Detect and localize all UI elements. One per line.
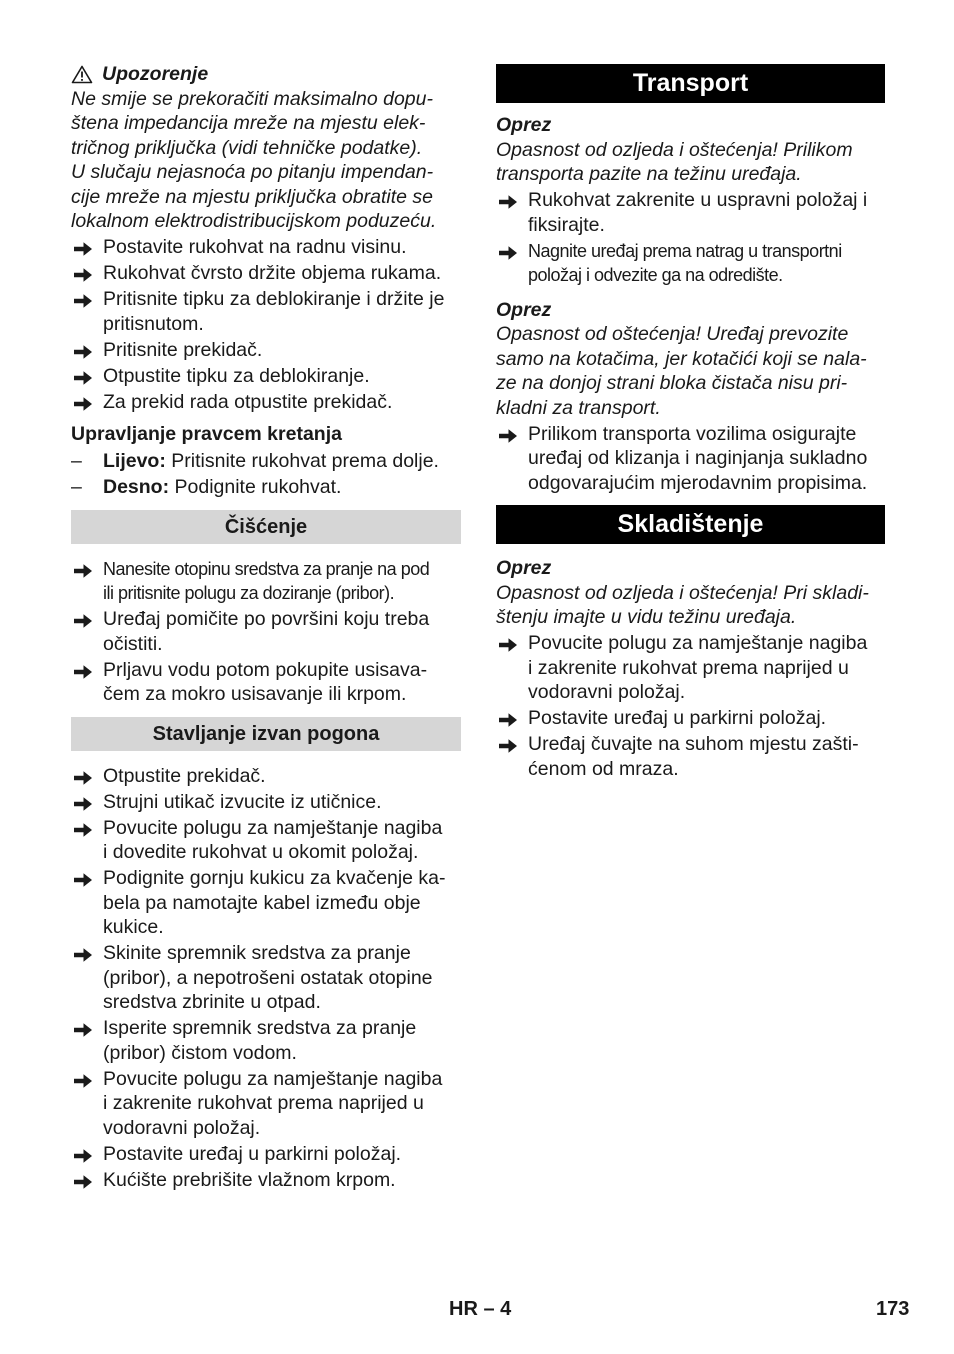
step-item	[71, 1168, 461, 1193]
arrow-right-icon	[73, 870, 93, 886]
operation-steps	[71, 235, 461, 414]
step-item	[71, 287, 461, 336]
warning-triangle-icon	[71, 65, 93, 84]
caution-text	[496, 138, 885, 187]
step-line: Postavite rukohvat na radnu visinu.	[103, 236, 407, 258]
step-item	[71, 364, 461, 389]
cleaning-steps	[71, 557, 461, 707]
step-line: Nanesite otopinu sredstva za pranje na pod	[103, 558, 430, 579]
step-item	[71, 557, 461, 606]
step-line: bela pa namotajte kabel između obje	[103, 891, 421, 914]
arrow-right-icon	[73, 342, 93, 358]
step-line: (pribor) čistom vodom.	[103, 1041, 297, 1064]
warning-title	[71, 62, 461, 87]
section-heading-storage: Skladištenje	[496, 505, 885, 544]
arrow-right-icon	[73, 291, 93, 307]
caution-title: Oprez	[496, 114, 552, 136]
step-item	[496, 631, 885, 705]
step-line: i dovedite rukohvat u okomit položaj.	[103, 841, 419, 863]
left-column	[71, 60, 461, 1192]
step-line: vodoravni položaj.	[103, 1116, 261, 1139]
warning-text	[71, 87, 461, 234]
item-text: Pritisnite rukohvat prema dolje.	[165, 449, 439, 472]
step-line: Povucite polugu za namještanje nagiba	[103, 816, 443, 839]
text-line: Opasnost od ozljeda i oštećenja! Pri skladi-	[496, 581, 869, 604]
step-line: Rukohvat čvrsto držite objema rukama.	[103, 262, 442, 284]
transport-vehicle-steps	[496, 422, 885, 496]
arrow-right-icon	[498, 243, 518, 259]
section-heading-shutdown: Stavljanje izvan pogona	[71, 717, 461, 751]
step-line: Otpustite tipku za deblokiranje.	[103, 364, 370, 387]
arrow-right-icon	[73, 945, 93, 961]
caution-title: Oprez	[496, 298, 552, 321]
text-line: štenju imajte u vidu težinu uređaja.	[496, 606, 797, 628]
footer-section: HR – 4	[449, 1298, 512, 1320]
text-line: štena impedancija mreže na mjestu elek-	[71, 112, 426, 134]
step-item	[71, 1067, 461, 1141]
arrow-right-icon	[73, 611, 93, 627]
step-line: Uređaj pomičite po površini koju treba	[103, 608, 430, 630]
arrow-right-icon	[73, 794, 93, 810]
arrow-right-icon	[73, 239, 93, 255]
caution-text	[496, 581, 885, 630]
step-line: Podignite gornju kukicu za kvačenje ka-	[103, 867, 446, 889]
step-line: Kućište prebrišite vlažnom krpom.	[103, 1168, 396, 1191]
text-line: cije mreže na mjestu priključka obratite se	[71, 185, 433, 208]
arrow-right-icon	[498, 736, 518, 752]
text-line: ze na donjoj strani bloka čistača nisu pri-	[496, 372, 848, 394]
arrow-right-icon	[73, 394, 93, 410]
step-item	[496, 188, 885, 237]
section-heading-cleaning: Čišćenje	[71, 510, 461, 544]
step-line: i zakrenite rukohvat prema naprijed u	[103, 1092, 424, 1114]
step-item	[71, 261, 461, 286]
step-item	[71, 941, 461, 1015]
text-line: Ne smije se prekoračiti maksimalno dopu-	[71, 87, 433, 110]
step-line: uređaj od klizanja i naginjanja sukladno	[528, 447, 868, 469]
caution-text	[496, 322, 885, 420]
step-line: položaj i odvezite ga na odredište.	[528, 265, 783, 285]
step-item	[496, 239, 885, 288]
step-line: čem za mokro usisavanje ili krpom.	[103, 683, 407, 705]
step-line: Skinite spremnik sredstva za pranje	[103, 942, 411, 964]
step-line: Otpustite prekidač.	[103, 764, 266, 787]
caution-title: Oprez	[496, 557, 552, 579]
item-text: Podignite rukohvat.	[169, 476, 342, 498]
arrow-right-icon	[498, 710, 518, 726]
step-line: Nagnite uređaj prema natrag u transportni	[528, 240, 842, 261]
storage-steps	[496, 631, 885, 781]
step-line: sredstva zbrinite u otpad.	[103, 991, 321, 1013]
arrow-right-icon	[73, 368, 93, 384]
step-item	[71, 1016, 461, 1065]
step-line: odgovarajućim mjerodavnim propisima.	[528, 471, 868, 494]
arrow-right-icon	[73, 1172, 93, 1188]
dash-mark: –	[71, 476, 82, 498]
list-item	[71, 475, 461, 500]
arrow-right-icon	[73, 820, 93, 836]
item-label: Lijevo:	[103, 449, 166, 472]
step-line: (pribor), a nepotrošeni ostatak otopine	[103, 966, 433, 989]
shutdown-steps	[71, 764, 461, 1193]
step-item	[496, 732, 885, 781]
text-line: lokalnom elektrodistribucijskom poduzeću.	[71, 210, 437, 232]
arrow-right-icon	[498, 635, 518, 651]
steering-heading: Upravljanje pravcem kretanja	[71, 423, 342, 445]
item-label: Desno:	[103, 476, 170, 498]
text-line: kladni za transport.	[496, 396, 661, 419]
right-column	[496, 60, 885, 781]
step-line: Strujni utikač izvucite iz utičnice.	[103, 790, 382, 813]
step-line: Pritisnite prekidač.	[103, 338, 263, 361]
step-line: Postavite uređaj u parkirni položaj.	[103, 1142, 402, 1165]
page-number: 173	[876, 1298, 910, 1320]
step-line: očistiti.	[103, 632, 163, 655]
section-heading-transport: Transport	[496, 64, 885, 103]
list-item	[71, 449, 461, 474]
arrow-right-icon	[73, 561, 93, 577]
step-line: Za prekid rada otpustite prekidač.	[103, 390, 393, 413]
dash-mark: –	[71, 449, 82, 472]
arrow-right-icon	[73, 1020, 93, 1036]
step-line: Povucite polugu za namještanje nagiba	[103, 1067, 443, 1090]
step-item	[71, 607, 461, 656]
step-line: pritisnutom.	[103, 312, 204, 335]
text-line: transporta pazite na težinu uređaja.	[496, 163, 802, 185]
step-item	[71, 1142, 461, 1167]
step-line: kukice.	[103, 916, 164, 938]
step-line: i zakrenite rukohvat prema naprijed u	[528, 656, 849, 679]
step-item	[71, 790, 461, 815]
arrow-right-icon	[498, 426, 518, 442]
step-item	[71, 816, 461, 865]
step-item	[496, 706, 885, 731]
arrow-right-icon	[498, 192, 518, 208]
step-line: fiksirajte.	[528, 213, 605, 236]
warning-label: Upozorenje	[102, 63, 209, 85]
step-line: Uređaj čuvajte na suhom mjestu zašti-	[528, 733, 859, 755]
step-line: Prljavu vodu potom pokupite usisava-	[103, 658, 428, 681]
step-item	[496, 422, 885, 496]
transport-steps	[496, 188, 885, 288]
arrow-right-icon	[73, 1071, 93, 1087]
step-line: ćenom od mraza.	[528, 757, 679, 780]
step-line: Isperite spremnik sredstva za pranje	[103, 1017, 417, 1039]
text-line: Opasnost od oštećenja! Uređaj prevozite	[496, 323, 849, 345]
step-line: Pritisnite tipku za deblokiranje i držite je	[103, 288, 445, 310]
text-line: U slučaju nejasnoća po pitanju impendan-	[71, 161, 434, 183]
step-item	[71, 235, 461, 260]
arrow-right-icon	[73, 265, 93, 281]
step-line: Rukohvat zakrenite u uspravni položaj i	[528, 189, 868, 211]
text-line: samo na kotačima, jer kotačići koji se nala-	[496, 347, 867, 370]
text-line: Opasnost od ozljeda i oštećenja! Prilikom	[496, 138, 853, 161]
step-item	[71, 866, 461, 940]
step-line: Postavite uređaj u parkirni položaj.	[528, 707, 827, 729]
step-line: vodoravni položaj.	[528, 681, 686, 703]
step-item	[71, 658, 461, 707]
text-line: tričnog priključka (vidi tehničke podatke).	[71, 136, 423, 159]
step-item	[71, 390, 461, 415]
step-item	[71, 764, 461, 789]
step-line: Prilikom transporta vozilima osigurajte	[528, 422, 857, 445]
arrow-right-icon	[73, 662, 93, 678]
step-line: Povucite polugu za namještanje nagiba	[528, 632, 868, 654]
arrow-right-icon	[73, 768, 93, 784]
step-item	[71, 338, 461, 363]
steering-list	[71, 449, 461, 500]
step-line: ili pritisnite polugu za doziranje (pribor).	[103, 583, 395, 603]
arrow-right-icon	[73, 1146, 93, 1162]
